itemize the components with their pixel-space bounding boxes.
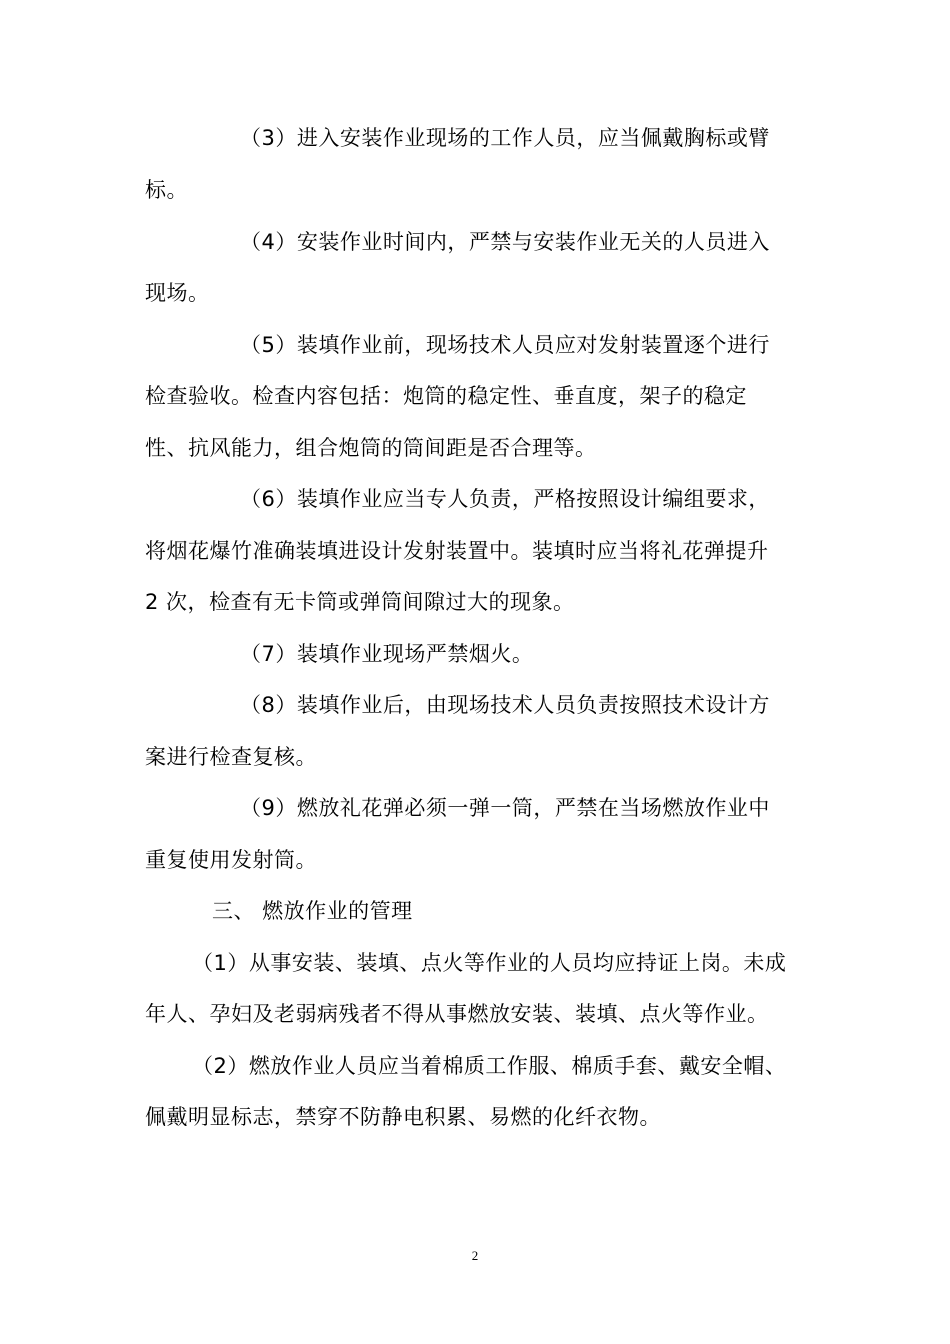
paragraph-7-line-1: （7）装填作业现场严禁烟火。 (240, 642, 534, 666)
paragraph-5-line-2: 检查验收。检查内容包括：炮筒的稳定性、垂直度，架子的稳定 (145, 384, 747, 408)
paragraph-8-line-2: 案进行检查复核。 (145, 745, 317, 769)
section-3-item-1-line-2: 年人、孕妇及老弱病残者不得从事燃放安装、装填、点火等作业。 (145, 1002, 769, 1026)
paragraph-8-line-1: （8）装填作业后，由现场技术人员负责按照技术设计方 (240, 693, 770, 717)
section-3-item-2-line-1: （2）燃放作业人员应当着棉质工作服、棉质手套、戴安全帽、 (192, 1054, 787, 1078)
section-3-heading: 三、 燃放作业的管理 (212, 899, 413, 923)
paragraph-9-line-1: （9）燃放礼花弹必须一弹一筒，严禁在当场燃放作业中 (240, 796, 770, 820)
paragraph-5-line-1: （5）装填作业前，现场技术人员应对发射装置逐个进行 (240, 333, 770, 357)
page-number: 2 (471, 1248, 479, 1263)
paragraph-6-line-2: 将烟花爆竹准确装填进设计发射装置中。装填时应当将礼花弹提升 (145, 539, 769, 563)
paragraph-4-line-2: 现场。 (145, 281, 210, 305)
paragraph-3-line-2: 标。 (145, 178, 188, 202)
paragraph-4-line-1: （4）安装作业时间内，严禁与安装作业无关的人员进入 (240, 230, 770, 254)
paragraph-5-line-3: 性、抗风能力，组合炮筒的筒间距是否合理等。 (145, 436, 597, 460)
paragraph-9-line-2: 重复使用发射筒。 (145, 848, 317, 872)
section-3-item-1-line-1: （1）从事安装、装填、点火等作业的人员均应持证上岗。未成 (192, 951, 787, 975)
section-3-item-2-line-2: 佩戴明显标志，禁穿不防静电积累、易燃的化纤衣物。 (145, 1105, 661, 1129)
paragraph-6-line-1: （6）装填作业应当专人负责，严格按照设计编组要求， (240, 487, 770, 511)
paragraph-3-line-1: （3）进入安装作业现场的工作人员，应当佩戴胸标或臂 (240, 126, 770, 150)
paragraph-6-line-3: 2 次，检查有无卡筒或弹筒间隙过大的现象。 (145, 590, 575, 614)
